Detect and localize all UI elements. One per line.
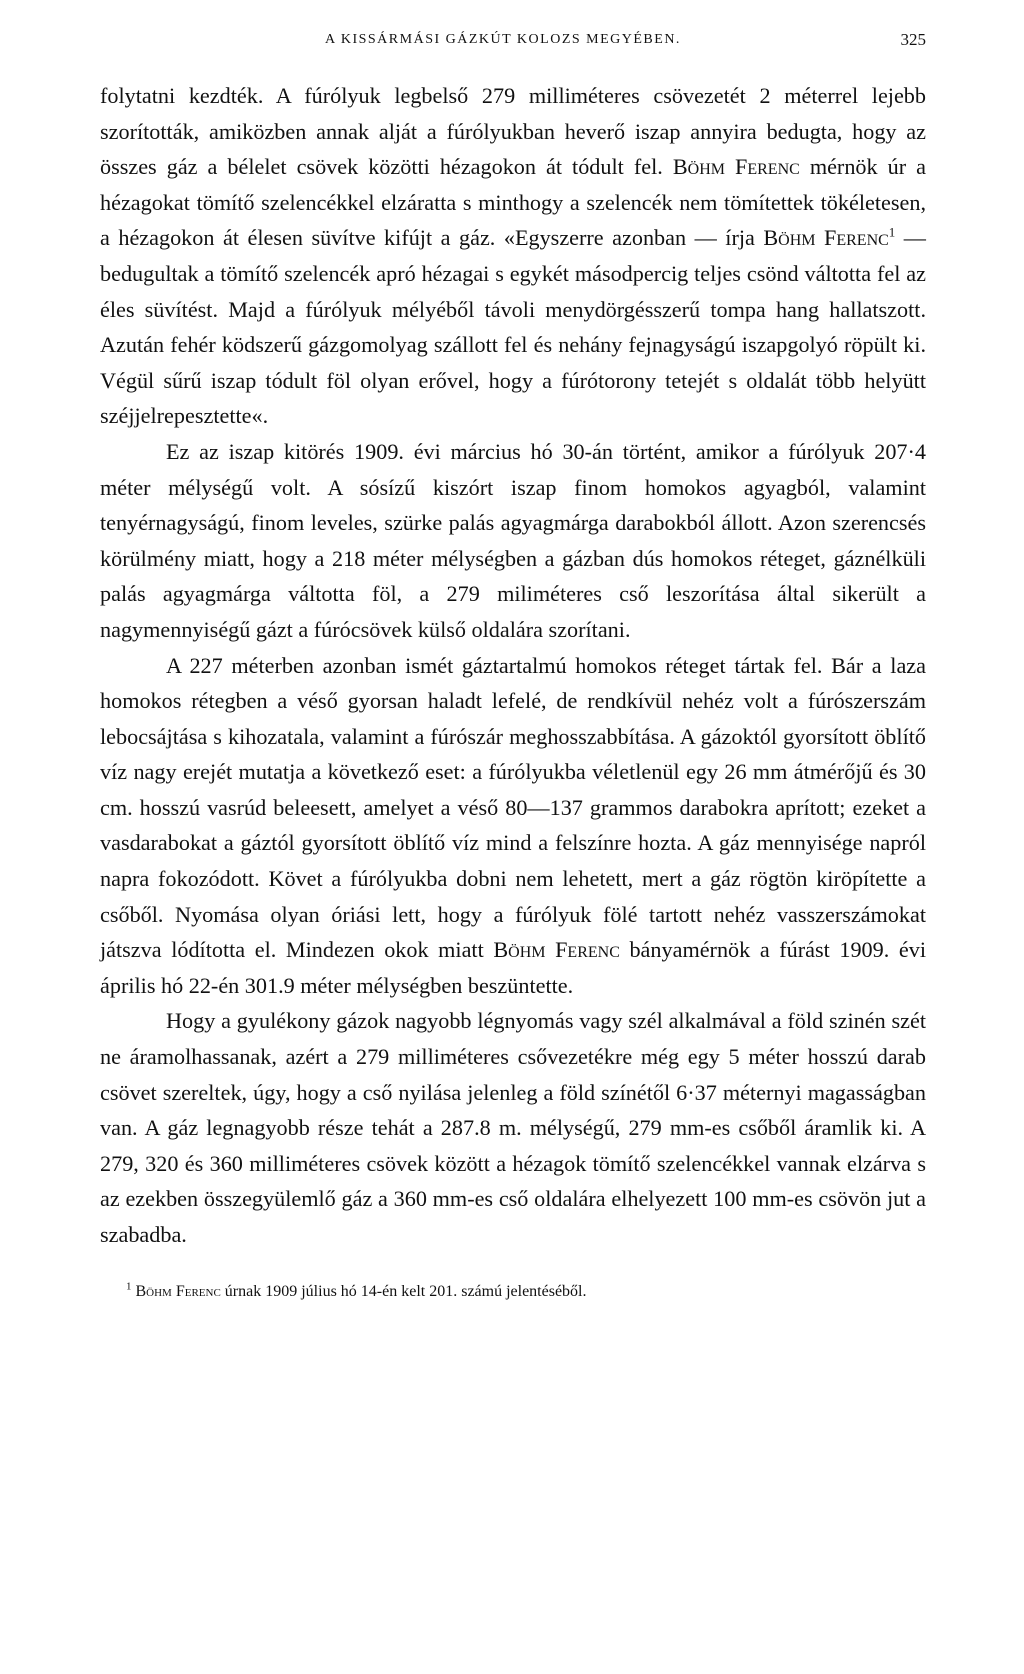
paragraph-1-text-a: folytatni kezdték. A fúrólyuk legbelső 279 milliméteres csövezetét 2 méterrel lejebb szorították, amiközben annak alját a fúrólyukban heverő iszap annyira bedugta, hogy az összes gáz a bélelet csövek közötti hézagokon át tódult fel. <box>100 83 926 180</box>
paragraph-3 <box>100 648 926 1004</box>
author-name: Böhm Ferenc <box>672 154 800 180</box>
footnote-author-name: Böhm Ferenc <box>135 1282 221 1300</box>
footnote-mark: 1 <box>126 1280 132 1293</box>
paragraph-2 <box>100 434 926 648</box>
footnote-text: úrnak 1909 július hó 14-én kelt 201. számú jelentéséből. <box>220 1282 587 1300</box>
paragraph-3-text-b: bányamérnök a fúrást 1909. évi április hó 22-én 301.9 méter mélységben beszüntette. <box>100 937 926 998</box>
footnote-reference: 1 <box>888 224 896 240</box>
page-number: 325 <box>900 30 926 49</box>
paragraph-3-text-a: A 227 méterben azonban ismét gáztartalmú homokos réteget tártak fel. Bár a laza homokos rétegben a véső gyorsan haladt lefelé, de rendkívül nehéz volt a fúrószerszám lebocsájtása s kihozatala, valamint a fúrószár meghosszabbítása. A gázoktól gyorsított öblítő víz nagy erejét mutatja a következő eset: a fúrólyukba véletlenül egy 26 mm átmérőjű és 30 cm. hosszú vasrúd beleesett, amelyet a véső 80—137 grammos darabokra aprított; ezeket a vasdarabokat a gáztól gyorsított öblítő víz mind a felszínre hozta. A gáz mennyisége napról napra fokozódott. Követ a fúrólyukba dobni nem lehetett, mert a gáz rögtön kiröpítette a csőből. Nyomása olyan óriási lett, hogy a fúrólyuk fölé tartott nehéz vasszerszámokat játszva lódította el. Mindezen okok miatt <box>100 652 926 963</box>
book-page <box>100 26 926 1303</box>
running-title: A KISSÁRMÁSI GÁZKÚT KOLOZS MEGYÉBEN. <box>325 32 681 47</box>
paragraph-4 <box>100 1003 926 1252</box>
paragraph-1 <box>100 78 926 434</box>
running-head <box>100 26 926 50</box>
author-name: Böhm Ferenc <box>763 225 889 251</box>
paragraph-1-text-c: — bedugultak a tömítő szelencék apró hézagai s egykét másodpercig teljes csönd váltotta fel az éles süvítést. Majd a fúrólyuk mélyéből távoli menydörgésszerű tompa hang hallatszott. Azután fehér ködszerű gázgomolyag szállott fel és nehány fejnagyságú iszapgolyó röpült ki. Végül sűrű iszap tódult föl olyan erővel, hogy a fúrótorony tetejét s oldalát több helyütt széjjelrepesztette«. <box>100 225 926 429</box>
paragraph-2-text: Ez az iszap kitörés 1909. évi március hó 30-án történt, amikor a fúrólyuk 207·4 méter mélységű volt. A sósízű kiszórt iszap finom homokos agyagból, valamint tenyérnagyságú, finom leveles, szürke palás agyagmárga darabokból állott. Azon szerencsés körülmény miatt, hogy a 218 méter mélységben a gázban dús homokos réteget, gáznélküli palás agyagmárga váltotta föl, a 279 miliméteres cső leszorítása által sikerült a nagymennyiségű gázt a fúrócsövek külső oldalára szorítani. <box>100 438 926 642</box>
author-name: Böhm Ferenc <box>493 937 620 963</box>
paragraph-1-text-b: mérnök úr a hézagokat tömítő szelencékkel elzáratta s minthogy a szelencék nem tömítettek tökéletesen, a hézagokon át élesen süvítve kifújt a gáz. «Egyszerre azonban — írja <box>100 154 926 251</box>
paragraph-4-text: Hogy a gyulékony gázok nagyobb légnyomás vagy szél alkalmával a föld szinén szét ne áramolhassanak, azért a 279 milliméteres csővezetékre még egy 5 méter hosszú darab csövet szereltek, úgy, hogy a cső nyilása jelenleg a föld színétől 6·37 méternyi magasságban van. A gáz legnagyobb része tehát a 287.8 m. mélységű, 279 mm-es csőből áramlik ki. A 279, 320 és 360 milliméteres csövek között a hézagok tömítő szelencékkel vannak elzárva s az ezekben összegyülemlő gáz a 360 mm-es cső oldalára elhelyezett 100 mm-es csövön jut a szabadba. <box>100 1008 926 1247</box>
body-text <box>100 78 926 1253</box>
footnote <box>100 1281 926 1303</box>
